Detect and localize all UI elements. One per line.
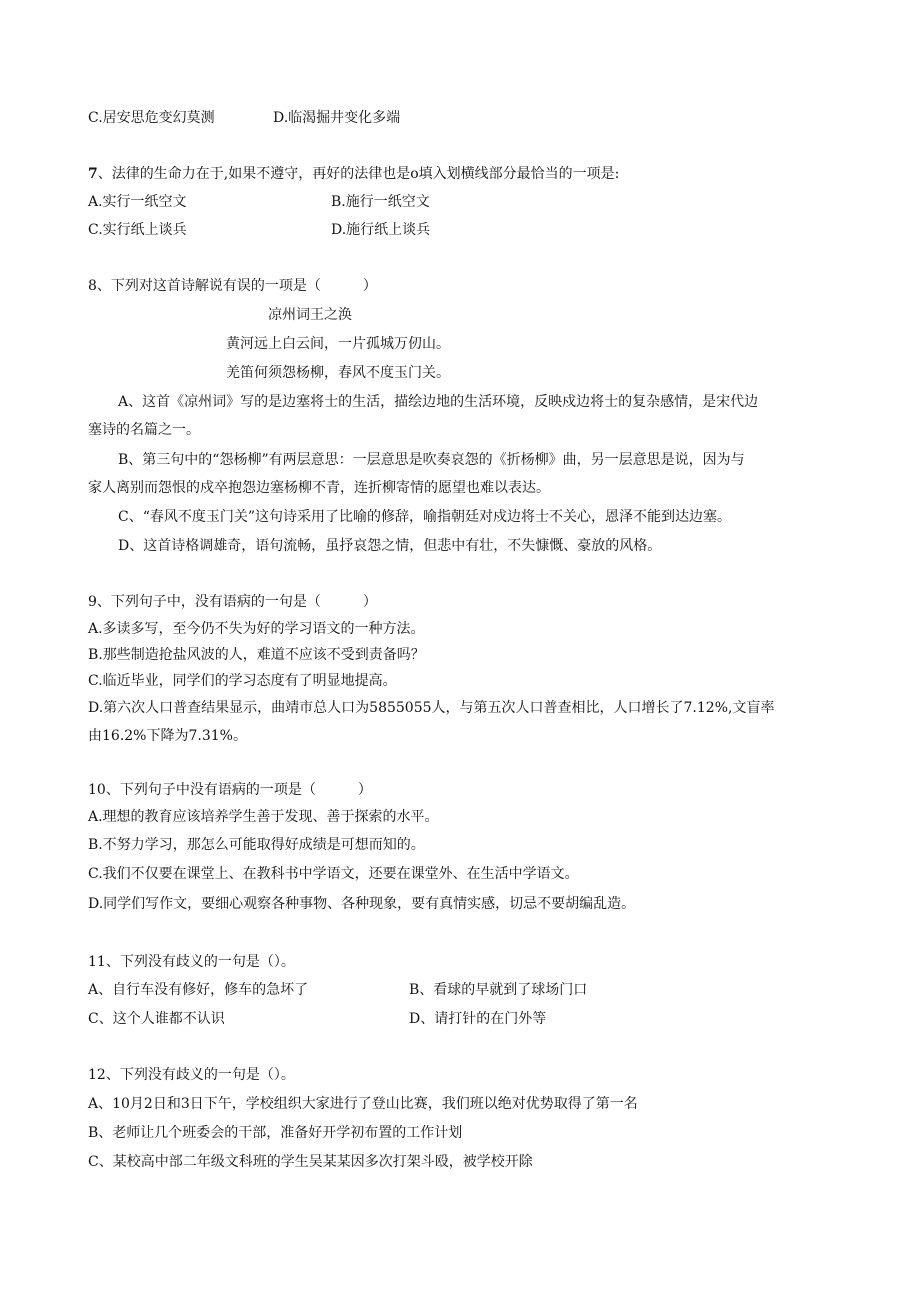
q9-stem: 9、下列句子中，没有语病的一句是（ ） [88, 594, 377, 610]
q8-option-b-line-1: B、第三句中的“怨杨柳”有两层意思：一层意思是吹奏哀怨的《折杨柳》曲，另一层意思是说，因为与 [118, 452, 745, 468]
q9-option-b: B.那些制造抢盐风波的人，难道不应该不受到责备吗？ [88, 647, 425, 663]
q7-option-d: D.施行纸上谈兵 [331, 222, 431, 238]
q10-stem: 10、下列句子中没有语病的一项是（ ） [88, 782, 372, 798]
q10-option-c: C.我们不仅要在课堂上、在教科书中学语文，还要在课堂外、在生活中学语文。 [88, 866, 579, 882]
q8-option-c: C、“春风不度玉门关”这句诗采用了比喻的修辞，喻指朝廷对戍边将士不关心，恩泽不能到达边塞。 [118, 509, 732, 525]
q12-stem: 12、下列没有歧义的一句是（）。 [88, 1067, 295, 1083]
q8-option-a-line-1: A、这首《凉州词》写的是边塞将士的生活，描绘边地的生活环境，反映戍边将士的复杂感情，是宋代边 [118, 394, 759, 410]
q7-option-a: A.实行一纸空文 [88, 194, 187, 210]
q8-option-b-line-2: 家人离别而怨恨的戍卒抱怨边塞杨柳不青，连折柳寄情的愿望也难以表达。 [88, 480, 550, 496]
q7-option-c: C.实行纸上谈兵 [88, 222, 187, 238]
q9-option-d-line-2: 由16.2%下降为7.31%。 [88, 728, 247, 744]
q9-option-c: C.临近毕业，同学们的学习态度有了明显地提高。 [88, 673, 397, 689]
q8-stem: 8、下列对这首诗解说有误的一项是（ ） [88, 278, 377, 294]
q6-option-c: C.居安思危变幻莫测 [88, 110, 215, 126]
q11-stem: 11、下列没有歧义的一句是（）。 [88, 954, 295, 970]
q9-option-a: A.多读多写，至今仍不失为好的学习语文的一种方法。 [88, 621, 425, 637]
q10-option-b: B.不努力学习，那怎么可能取得好成绩是可想而知的。 [88, 837, 425, 853]
q8-poem-line-1: 黄河远上白云间，一片孤城万仞山。 [226, 336, 450, 352]
q10-option-a: A.理想的教育应该培养学生善于发现、善于探索的水平。 [88, 809, 439, 825]
q12-option-a: A、10月2日和3日下午，学校组织大家进行了登山比赛，我们班以绝对优势取得了第一名 [88, 1096, 638, 1112]
q11-option-b: B、看球的早就到了球场门口 [409, 982, 588, 998]
q12-option-b: B、老师让几个班委会的干部，准备好开学初布置的工作计划 [88, 1125, 463, 1141]
q7-option-b: B.施行一纸空文 [331, 194, 430, 210]
q8-option-d: D、这首诗格调雄奇，语句流畅，虽抒哀怨之情，但悲中有壮，不失慷慨、豪放的风格。 [118, 538, 662, 554]
q9-option-d-line-1: D.第六次人口普查结果显示，曲靖市总人口为5855055人，与第五次人口普查相比，人口增长了7.12%,文盲率 [88, 700, 775, 716]
q8-option-a-line-2: 塞诗的名篇之一。 [88, 422, 200, 438]
q7-stem [88, 164, 619, 184]
q8-poem-title: 凉州词王之涣 [268, 307, 352, 323]
q7-number: 7 [88, 166, 98, 182]
q7-stem-text: 、法律的生命力在于,如果不遵守，再好的法律也是o填入划横线部分最恰当的一项是: [97, 166, 620, 182]
q11-option-c: C、这个人谁都不认识 [88, 1011, 225, 1027]
q6-option-d: D.临渴掘井变化多端 [273, 110, 401, 126]
q11-option-d: D、请打针的在门外等 [409, 1011, 547, 1027]
q8-poem-line-2: 羌笛何须怨杨柳，春风不度玉门关。 [226, 365, 450, 381]
q10-option-d: D.同学们写作文，要细心观察各种事物、各种现象，要有真情实感，切忌不要胡编乱造。 [88, 896, 636, 912]
q12-option-c: C、某校高中部二年级文科班的学生吴某某因多次打架斗殴，被学校开除 [88, 1154, 533, 1170]
q11-option-a: A、自行车没有修好，修车的急坏了 [88, 982, 309, 998]
